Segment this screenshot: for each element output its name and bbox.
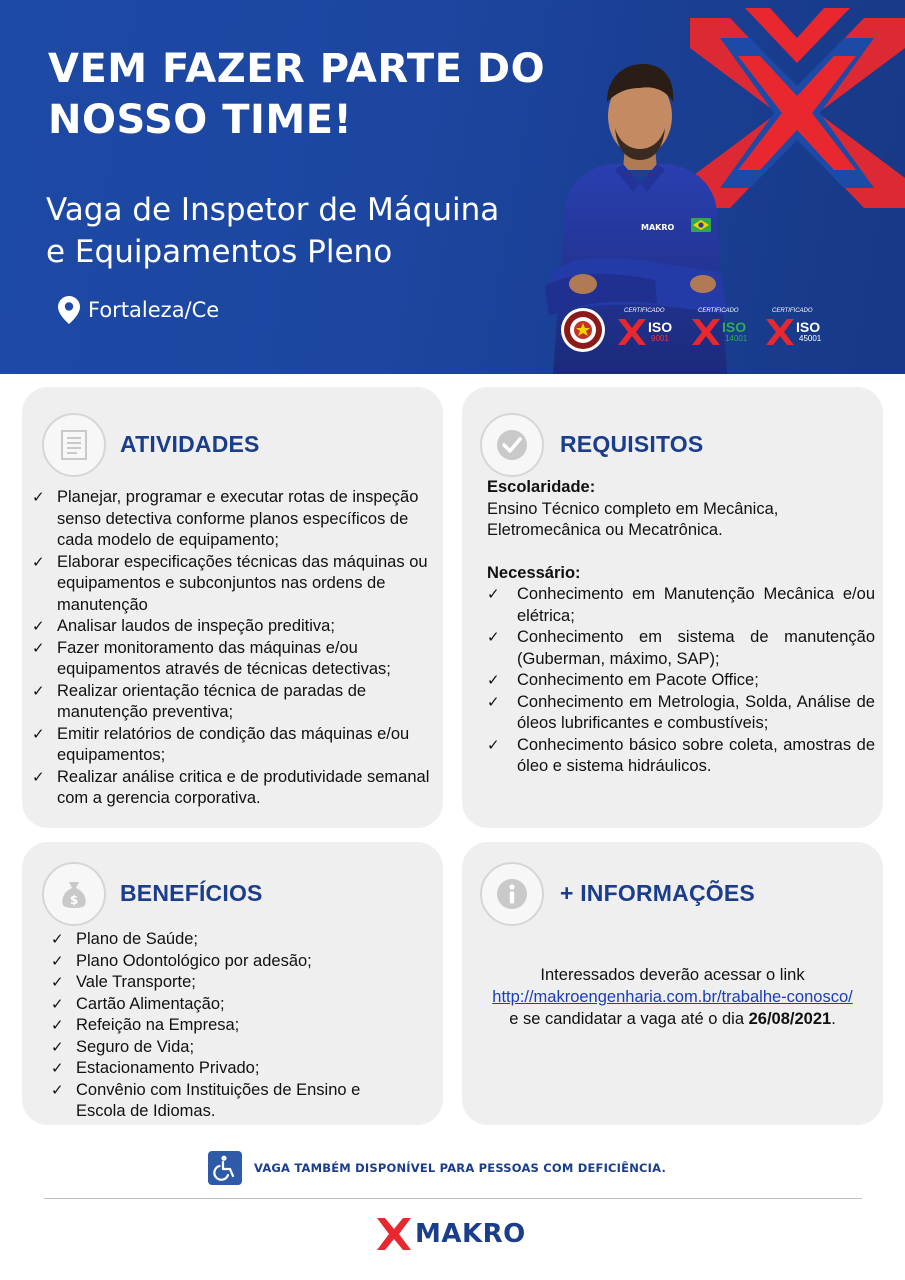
activities-title: ATIVIDADES	[120, 431, 260, 457]
job-title	[46, 190, 586, 274]
money-bag-icon	[42, 862, 106, 926]
education-label: Escolaridade:	[487, 478, 596, 496]
list-item: ✓ Realizar análise critica e de produtividade semanal com a gerencia corporativa.	[32, 767, 437, 810]
iso-cert-label: CERTIFICADO	[698, 308, 739, 314]
hero-title-line1: VEM FAZER PARTE DO	[48, 46, 546, 92]
more-info-card	[462, 842, 883, 1125]
requirements-card	[462, 387, 883, 828]
hero-banner	[0, 0, 905, 374]
list-item: ✓ Conhecimento em Pacote Office;	[487, 670, 875, 692]
list-item: ✓ Fazer monitoramento das máquinas e/ou equipamentos através de técnicas detectivas;	[32, 638, 437, 681]
benefits-card	[22, 842, 443, 1125]
award-seal-icon	[560, 307, 606, 353]
list-item: ✓ Cartão Alimentação;	[51, 994, 411, 1016]
list-item: ✓ Emitir relatórios de condição das máquinas e/ou equipamentos;	[32, 724, 437, 767]
info-deadline-prefix: e se candidatar a vaga até o dia	[509, 1010, 749, 1028]
makro-x-logo-icon	[377, 1218, 411, 1250]
info-deadline-date: 26/08/2021	[748, 1010, 832, 1028]
list-item: ✓ Realizar orientação técnica de paradas de manutenção preventiva;	[32, 681, 437, 724]
requirements-list	[487, 584, 875, 778]
benefits-list	[51, 929, 411, 1123]
iso-name: ISO	[648, 319, 673, 335]
education-text: Ensino Técnico completo em Mecânica, Eletromecânica ou Mecatrônica.	[487, 499, 779, 539]
requirements-title: REQUISITOS	[560, 431, 704, 457]
careers-link[interactable]: http://makroengenharia.com.br/trabalhe-conosco/	[492, 988, 853, 1006]
list-item: ✓ Elaborar especificações técnicas das máquinas ou equipamentos e subconjuntos nas ordens de manutenção	[32, 552, 437, 617]
list-item: ✓ Estacionamento Privado;	[51, 1058, 411, 1080]
shirt-logo-text: MAKRO	[641, 223, 675, 232]
makro-wordmark: MAKRO	[415, 1219, 526, 1249]
list-item: ✓ Convênio com Instituições de Ensino e Escola de Idiomas.	[51, 1080, 411, 1123]
map-pin-icon	[58, 296, 80, 324]
accessibility-notice	[208, 1151, 666, 1185]
makro-logo	[377, 1218, 526, 1250]
activities-card	[22, 387, 443, 828]
iso-9001-badge	[618, 310, 680, 350]
location	[58, 296, 219, 324]
job-title-line1: Vaga de Inspetor de Máquina	[46, 192, 500, 228]
list-item: ✓ Planejar, programar e executar rotas de inspeção senso detectiva conforme planos específicos de cada modelo de equipamento;	[32, 487, 437, 552]
benefits-title: BENEFÍCIOS	[120, 880, 263, 906]
list-item: ✓ Plano Odontológico por adesão;	[51, 951, 411, 973]
wheelchair-icon	[208, 1151, 242, 1185]
required-label: Necessário:	[487, 564, 581, 582]
education-block	[487, 477, 867, 542]
accessibility-text: VAGA TAMBÉM DISPONÍVEL PARA PESSOAS COM DEFICIÊNCIA.	[254, 1161, 667, 1175]
list-item: ✓ Conhecimento em Manutenção Mecânica e/ou elétrica;	[487, 584, 875, 627]
iso-name: ISO	[796, 319, 821, 335]
list-item: ✓ Conhecimento em sistema de manutenção (Guberman, máximo, SAP);	[487, 627, 875, 670]
svg-text:$: $	[69, 893, 79, 907]
required-label-wrap	[487, 563, 581, 585]
location-text: Fortaleza/Ce	[88, 298, 220, 322]
list-item: ✓ Refeição na Empresa;	[51, 1015, 411, 1037]
job-title-line2: e Equipamentos Pleno	[46, 233, 393, 270]
iso-number: 9001	[651, 334, 669, 343]
info-deadline-suffix: .	[831, 1010, 836, 1028]
list-item: ✓ Vale Transporte;	[51, 972, 411, 994]
document-icon	[42, 413, 106, 477]
makro-x-small-icon	[766, 319, 794, 345]
certification-badges	[560, 307, 828, 353]
list-item: ✓ Conhecimento básico sobre coleta, amostras de óleo e sistema hidráulicos.	[487, 735, 875, 778]
list-item: ✓ Conhecimento em Metrologia, Solda, Análise de óleos lubrificantes e combustíveis;	[487, 692, 875, 735]
footer-divider	[44, 1198, 862, 1199]
info-icon	[480, 862, 544, 926]
iso-14001-badge	[692, 310, 754, 350]
list-item: ✓ Plano de Saúde;	[51, 929, 411, 951]
list-item: ✓ Seguro de Vida;	[51, 1037, 411, 1059]
iso-45001-badge	[766, 310, 828, 350]
makro-x-small-icon	[618, 319, 646, 345]
hero-title	[48, 44, 608, 146]
more-info-text	[462, 964, 883, 1030]
iso-number: 14001	[725, 334, 748, 343]
iso-name: ISO	[722, 319, 747, 335]
list-item: ✓ Analisar laudos de inspeção preditiva;	[32, 616, 437, 638]
iso-cert-label: CERTIFICADO	[772, 308, 813, 314]
iso-number: 45001	[799, 334, 822, 343]
more-info-title: + INFORMAÇÕES	[560, 880, 755, 906]
hero-title-line2: NOSSO TIME!	[48, 97, 353, 144]
info-line3	[462, 1008, 883, 1030]
iso-cert-label: CERTIFICADO	[624, 308, 665, 314]
check-circle-icon	[480, 413, 544, 477]
activities-list	[32, 487, 437, 810]
info-line1: Interessados deverão acessar o link	[540, 966, 805, 984]
makro-x-small-icon	[692, 319, 720, 345]
